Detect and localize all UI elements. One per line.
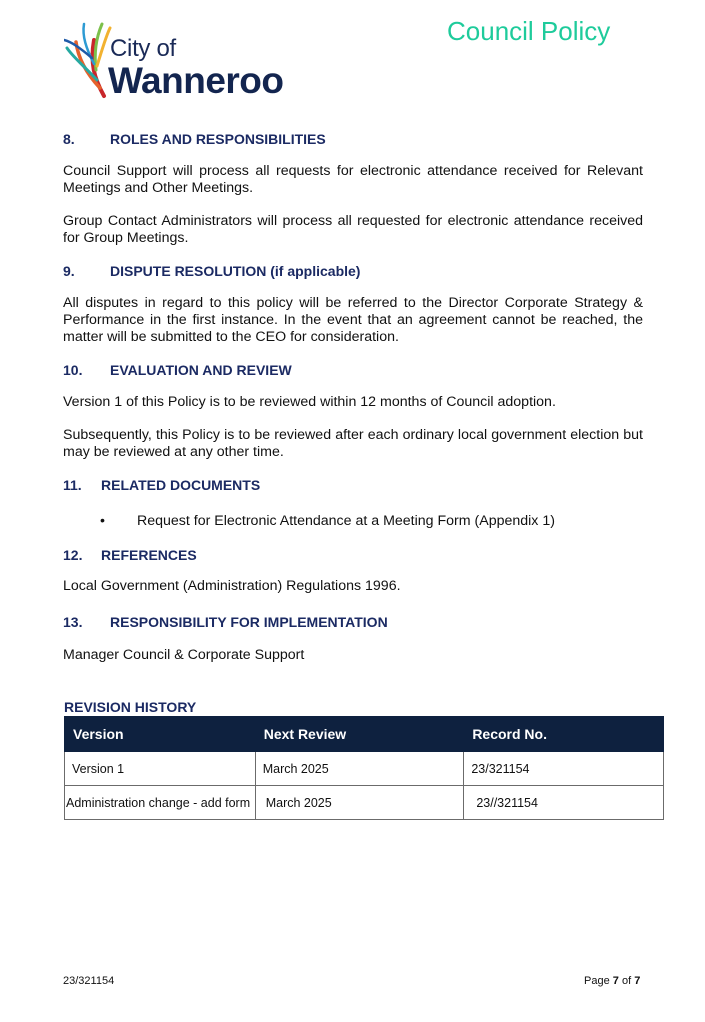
page-total: 7	[634, 975, 641, 987]
section-title: RESPONSIBILITY FOR IMPLEMENTATION	[110, 614, 388, 630]
page-current: 7	[612, 975, 619, 987]
table-cell: 23//321154	[464, 786, 664, 820]
column-header-record-no: Record No.	[464, 717, 664, 752]
section-8-heading	[63, 131, 326, 147]
footer-record-number: 23/321154	[63, 975, 115, 987]
section-title: RELATED DOCUMENTS	[101, 477, 261, 493]
table-cell: 23/321154	[464, 752, 664, 786]
section-title: EVALUATION AND REVIEW	[110, 362, 292, 378]
column-header-next-review: Next Review	[255, 717, 464, 752]
section-13-para-1: Manager Council & Corporate Support	[63, 647, 305, 663]
section-13-heading	[63, 614, 388, 630]
city-of-wanneroo-logo	[64, 18, 294, 102]
table-cell: Version 1	[65, 752, 256, 786]
table-cell: March 2025	[255, 786, 464, 820]
table-header-row	[65, 717, 664, 752]
section-number: 12.	[63, 547, 83, 563]
section-number: 13.	[63, 614, 83, 630]
revision-history-title: REVISION HISTORY	[64, 699, 197, 715]
section-number: 9.	[63, 263, 75, 279]
page-prefix: Page	[584, 975, 610, 987]
revision-history-table	[64, 716, 664, 820]
logo-wanneroo: Wanneroo	[108, 60, 284, 101]
document-type-title: Council Policy	[447, 16, 611, 46]
footer-page-number	[584, 975, 640, 987]
bullet-mark: •	[100, 513, 105, 529]
section-title: REFERENCES	[101, 547, 197, 563]
section-number: 8.	[63, 131, 75, 147]
section-10-heading	[63, 362, 292, 378]
table-cell: Administration change - add form	[65, 786, 256, 820]
column-header-version: Version	[65, 717, 256, 752]
section-number: 11.	[63, 477, 82, 493]
section-8-para-2: Group Contact Administrators will process all requested for electronic attendance received for Group Meetings.	[63, 213, 643, 246]
section-12-heading	[63, 547, 197, 563]
section-9-heading	[63, 263, 360, 279]
section-9-para-1: All disputes in regard to this policy will be referred to the Director Corporate Strategy & Performance in the first instance. In the event that an agreement cannot be reached, the matter will be submitted to the CEO for consideration.	[63, 295, 643, 345]
logo-city-of: City of	[110, 35, 176, 62]
table-row	[65, 752, 664, 786]
section-title: ROLES AND RESPONSIBILITIES	[110, 131, 326, 147]
page-of: of	[621, 975, 632, 987]
table-row	[65, 786, 664, 820]
section-10-para-2: Subsequently, this Policy is to be reviewed after each ordinary local government election but may be reviewed at any other time.	[63, 427, 643, 460]
section-number: 10.	[63, 362, 83, 378]
section-8-para-1: Council Support will process all requests for electronic attendance received for Relevant Meetings and Other Meetings.	[63, 163, 643, 196]
section-10-para-1: Version 1 of this Policy is to be reviewed within 12 months of Council adoption.	[63, 394, 556, 410]
wanneroo-emblem-icon	[64, 18, 114, 102]
section-11-heading	[63, 477, 260, 493]
related-document-item: Request for Electronic Attendance at a Meeting Form (Appendix 1)	[137, 513, 555, 529]
section-12-para-1: Local Government (Administration) Regulations 1996.	[63, 578, 401, 594]
table-cell: March 2025	[255, 752, 464, 786]
section-title: DISPUTE RESOLUTION (if applicable)	[110, 263, 361, 279]
